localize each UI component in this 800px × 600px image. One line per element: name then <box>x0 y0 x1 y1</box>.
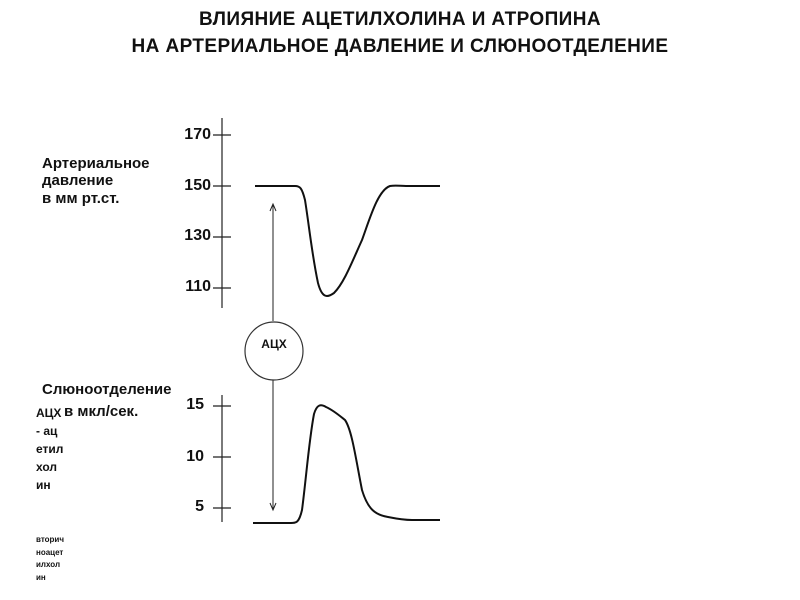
pressure-tick-170: 170 <box>184 126 211 143</box>
saliva-curve <box>253 405 440 523</box>
saliva-tick-10: 10 <box>186 448 204 465</box>
pressure-tick-110: 110 <box>185 278 211 295</box>
pressure-tick-130: 130 <box>184 227 211 244</box>
saliva-label-2: в мкл/сек. <box>64 403 139 420</box>
marker-label: АЦХ <box>261 337 287 351</box>
title-line-2: НА АРТЕРИАЛЬНОЕ ДАВЛЕНИЕ И СЛЮНООТДЕЛЕНИЕ <box>131 36 669 57</box>
pressure-curve <box>255 186 440 296</box>
saliva-label-1: Слюноотделение <box>42 381 172 398</box>
pressure-tick-150: 150 <box>184 177 211 194</box>
pressure-axis <box>213 118 231 308</box>
footnote-main: АЦХ - ацетилхолин <box>36 406 64 492</box>
title-line-1: ВЛИЯНИЕ АЦЕТИЛХОЛИНА И АТРОПИНА <box>199 9 601 30</box>
saliva-tick-15: 15 <box>186 396 204 413</box>
pressure-label-2: давление <box>42 172 114 189</box>
marker-circle <box>245 322 303 380</box>
footnote-small: вторичноацетилхолин <box>36 535 64 582</box>
pressure-label-1: Артериальное <box>42 155 150 172</box>
saliva-axis <box>213 395 231 522</box>
pressure-label-3: в мм рт.ст. <box>42 190 120 207</box>
saliva-tick-5: 5 <box>195 498 204 515</box>
